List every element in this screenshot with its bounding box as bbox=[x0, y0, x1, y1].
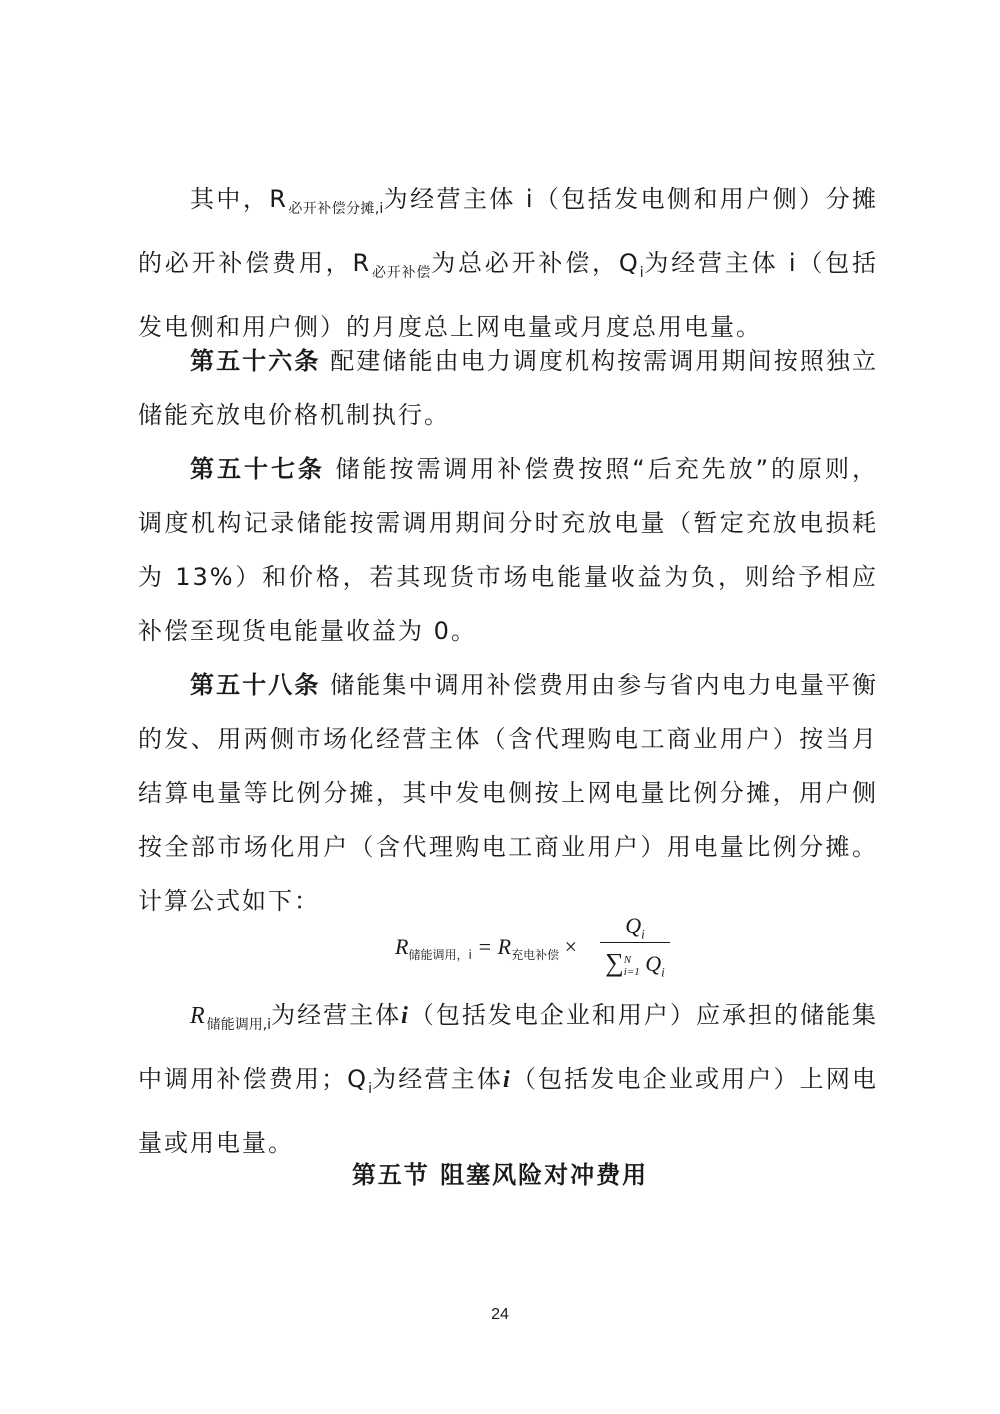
formula-subscript: i bbox=[661, 964, 665, 980]
text: 为经营主体 bbox=[371, 1065, 503, 1093]
formula-lhs bbox=[395, 934, 577, 963]
page-number: 24 bbox=[491, 1306, 509, 1323]
formula-symbol: Q bbox=[645, 951, 662, 976]
subscript: 必开补偿分摊,i bbox=[287, 201, 384, 217]
text: 其中，R bbox=[190, 185, 288, 213]
formula-denominator bbox=[600, 946, 670, 980]
formula-symbol: = R bbox=[471, 934, 512, 959]
paragraph-explanation-2 bbox=[138, 988, 878, 1170]
text: 为总必开补偿，Q bbox=[431, 249, 640, 277]
subscript: 储能调用,i bbox=[206, 1017, 272, 1033]
text: （包括发电企业或用户）上网电量或用电量。 bbox=[138, 1065, 879, 1157]
text: 为经营主体 i（包括发电侧和用户侧）的月度总上网电量或月度总用电量。 bbox=[138, 249, 878, 341]
subscript: 必开补偿 bbox=[371, 265, 432, 281]
article-57 bbox=[138, 442, 878, 658]
italic-variable: i bbox=[401, 1003, 410, 1029]
formula-subscript: i bbox=[641, 926, 645, 942]
article-body: 储能集中调用补偿费用由参与省内电力电量平衡的发、用两侧市场化经营主体（含代理购电工商业用户）按当月结算电量等比例分摊，其中发电侧按上网电量比例分摊，用户侧按全部市场化用户（含代理购电工商业用户）用电量比例分摊。计算公式如下： bbox=[138, 671, 879, 915]
article-heading: 第五十七条 bbox=[190, 454, 325, 483]
text: （包括发电企业和用户）应承担的储能集中调用补偿费用；Q bbox=[138, 1001, 879, 1093]
text: 为经营主体 bbox=[271, 1001, 402, 1029]
fraction-bar bbox=[600, 942, 670, 943]
formula-symbol: R bbox=[395, 934, 409, 959]
section-title: 第五节 阻塞风险对冲费用 bbox=[351, 1160, 649, 1189]
paragraph-explanation-1 bbox=[138, 172, 878, 354]
formula-operator: × bbox=[559, 934, 578, 959]
article-heading: 第五十八条 bbox=[190, 670, 321, 699]
formula-numerator bbox=[600, 912, 670, 940]
formula-fraction bbox=[600, 912, 670, 980]
article-body: 配建储能由电力调度机构按需调用期间按照独立储能充放电价格机制执行。 bbox=[138, 347, 879, 429]
formula-symbol: Q bbox=[625, 913, 642, 938]
summation-limits bbox=[624, 954, 640, 978]
italic-variable: i bbox=[502, 1067, 512, 1093]
allocation-formula bbox=[395, 912, 695, 986]
text: 为经营主体 i（包括发电侧和用户侧）分摊的必开补偿费用，R bbox=[138, 185, 878, 277]
summation-upper: N bbox=[623, 953, 632, 966]
article-56 bbox=[138, 334, 878, 442]
formula-symbol: R bbox=[190, 1003, 207, 1029]
summation-lower: i=1 bbox=[623, 965, 640, 978]
subscript: i bbox=[639, 265, 644, 281]
formula-subscript: 充电补偿 bbox=[511, 948, 560, 962]
article-body: 储能按需调用补偿费按照“后充先放”的原则，调度机构记录储能按需调用期间分时充放电量（暂定充放电损耗为 13%）和价格，若其现货市场电能量收益为负，则给予相应补偿至现货电能量收益为 0。 bbox=[138, 455, 878, 645]
summation-symbol: ∑ bbox=[605, 948, 624, 977]
article-heading: 第五十六条 bbox=[190, 346, 321, 375]
article-58 bbox=[138, 658, 878, 928]
subscript: i bbox=[368, 1081, 372, 1097]
formula-subscript: 储能调用，i bbox=[408, 948, 472, 962]
